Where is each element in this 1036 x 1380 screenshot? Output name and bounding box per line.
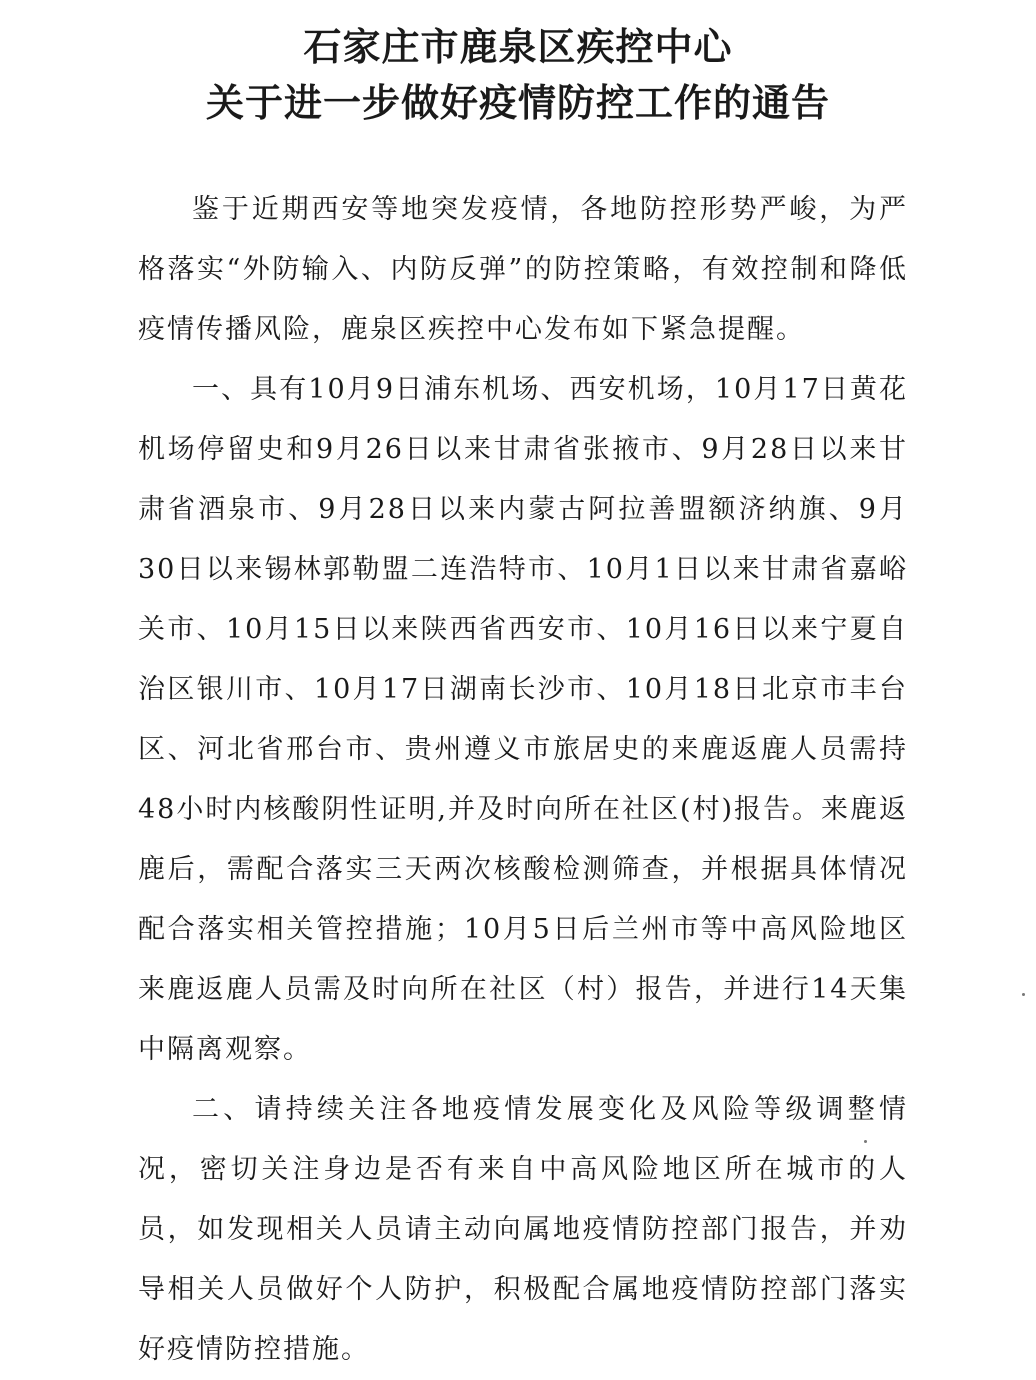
paragraph-item-2: 二、请持续关注各地疫情发展变化及风险等级调整情况，密切关注身边是否有来自中高风险地区所在城市的人员，如发现相关人员请主动向属地疫情防控部门报告，并劝导相关人员做好个人防护，积极配合属地疫情防控部门落实好疫情防控措施。	[138, 1094, 908, 1365]
title-line-2: 关于进一步做好疫情防控工作的通告	[205, 81, 830, 125]
paragraph-item-1: 一、具有10月9日浦东机场、西安机场，10月17日黄花机场停留史和9月26日以来甘肃省张掖市、9月28日以来甘肃省酒泉市、9月28日以来内蒙古阿拉善盟额济纳旗、9月30日以来锡林郭勒盟二连浩特市、10月1日以来甘肃省嘉峪关市、10月15日以来陕西省西安市、10月16日以来宁夏自治区银川市、10月17日湖南长沙市、10月18日北京市丰台区、河北省邢台市、贵州遵义市旅居史的来鹿返鹿人员需持48小时内核酸阴性证明,并及时向所在社区(村)报告。来鹿返鹿后，需配合落实三天两次核酸检测筛查，并根据具体情况配合落实相关管控措施；10月5日后兰州市等中高风险地区来鹿返鹿人员需及时向所在社区（村）报告，并进行14天集中隔离观察。	[138, 374, 909, 1065]
paragraph-intro: 鉴于近期西安等地突发疫情，各地防控形势严峻，为严格落实“外防输入、内防反弹”的防控策略，有效控制和降低疫情传播风险，鹿泉区疾控中心发布如下紧急提醒。	[138, 194, 908, 345]
document-body	[138, 180, 908, 1380]
title-line-1: 石家庄市鹿泉区疾控中心	[303, 25, 733, 69]
scan-speck	[1022, 993, 1025, 996]
scan-speck	[864, 1140, 867, 1143]
